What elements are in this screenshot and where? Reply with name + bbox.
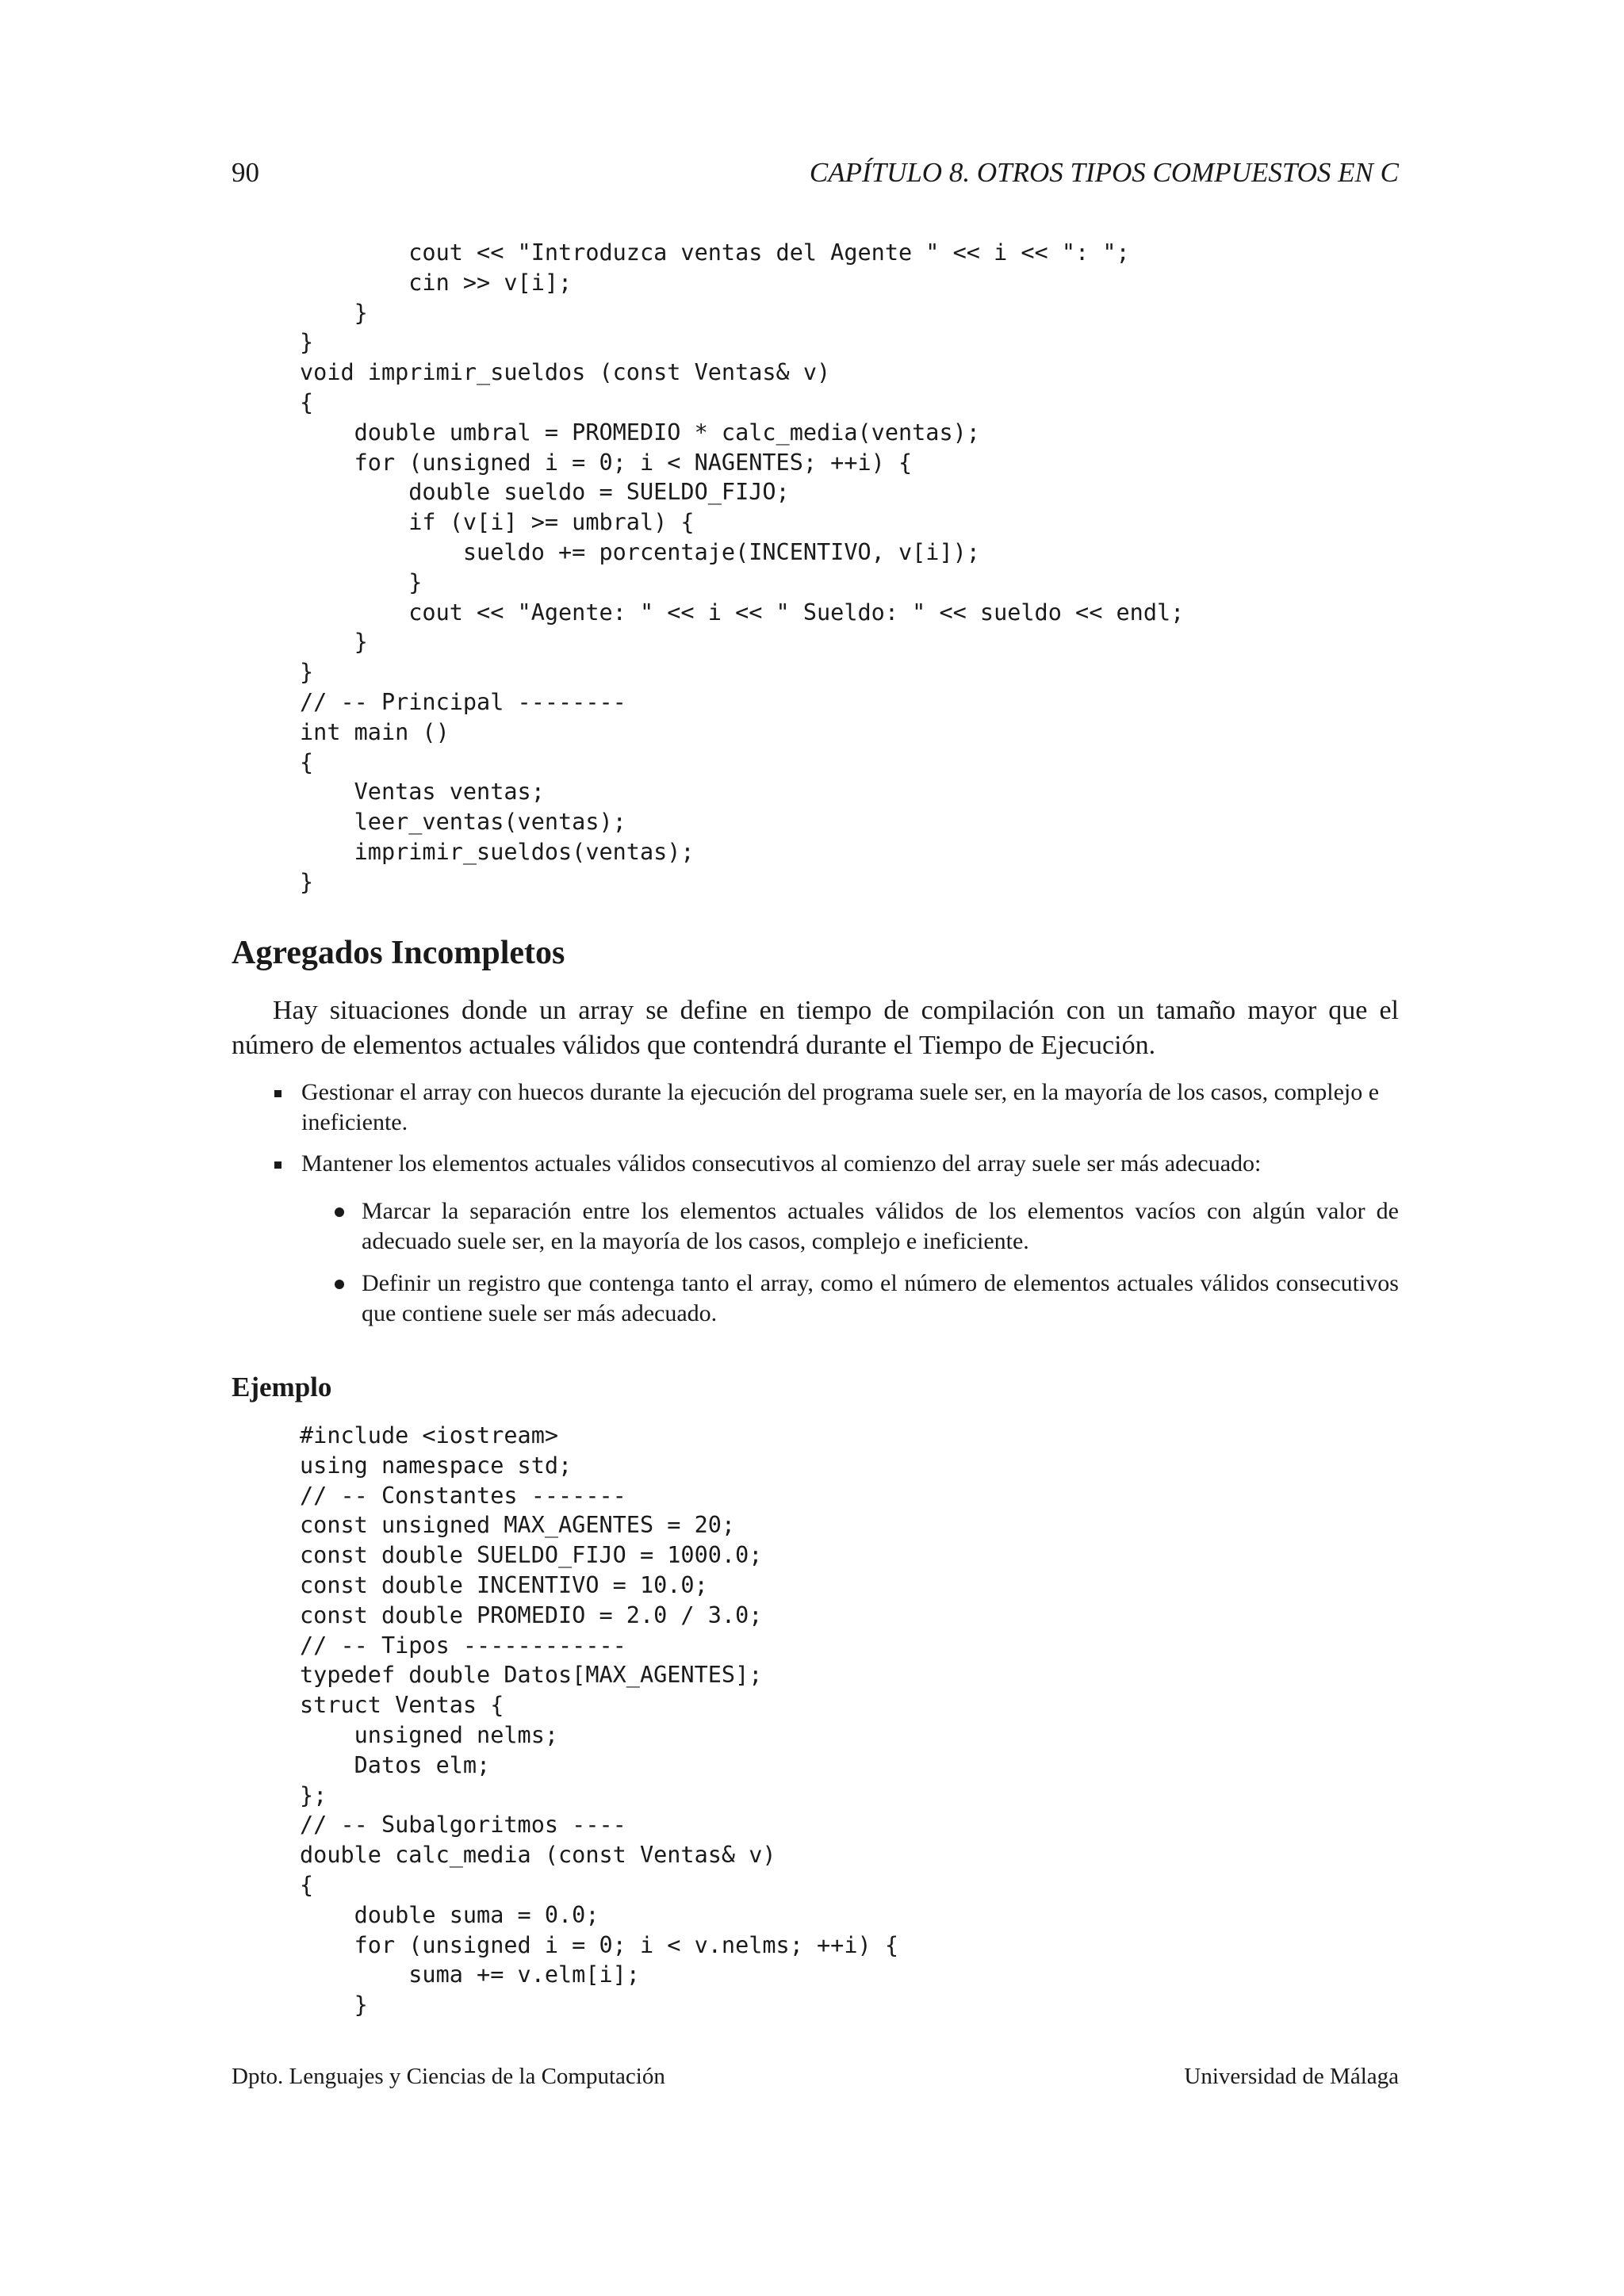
code-line: }	[300, 659, 314, 686]
bullet-list	[232, 1077, 1399, 1138]
code-line: double calc_media (const Ventas& v)	[300, 1842, 776, 1869]
code-line: const double PROMEDIO = 2.0 / 3.0;	[300, 1601, 763, 1628]
running-head: CAPÍTULO 8. OTROS TIPOS COMPUESTOS EN C	[809, 157, 1399, 188]
page-header	[232, 157, 1399, 195]
code-line: {	[300, 388, 314, 415]
footer-department: Dpto. Lenguajes y Ciencias de la Computación	[232, 2064, 665, 2089]
bullet-item	[232, 1077, 1399, 1138]
intro-paragraph: Hay situaciones donde un array se define en tiempo de compilación con un tamaño mayor que el número de elementos actuales válidos que contendrá durante el Tiempo de Ejecución.	[232, 996, 1399, 1060]
sub-bullet-list	[232, 1269, 1399, 1329]
code-line: for (unsigned i = 0; i < NAGENTES; ++i) {	[300, 449, 913, 476]
code-line: // -- Tipos ------------	[300, 1632, 626, 1659]
code-line: }	[300, 568, 423, 595]
code-line: };	[300, 1781, 327, 1808]
sub-bullet-text: Marcar la separación entre los elementos actuales válidos de los elementos vacíos con algún valor de adecuado suele ser, en la mayoría de los casos, complejo e ineficiente.	[362, 1198, 1399, 1254]
code-line: typedef double Datos[MAX_AGENTES];	[300, 1662, 763, 1689]
code-line: suma += v.elm[i];	[300, 1961, 640, 1988]
page-number: 90	[232, 157, 259, 188]
sub-bullet-item	[232, 1196, 1399, 1257]
code-line: if (v[i] >= umbral) {	[300, 509, 695, 536]
code-line: // -- Constantes -------	[300, 1482, 626, 1509]
code-line: // -- Subalgoritmos ----	[300, 1812, 626, 1839]
code-line: {	[300, 1871, 314, 1898]
round-bullet-icon	[335, 1280, 344, 1289]
sub-bullet-text: Definir un registro que contenga tanto el array, como el número de elementos actuales válidos consecutivos que contiene suele ser más adecuado.	[362, 1270, 1399, 1326]
code-line: double suma = 0.0;	[300, 1901, 599, 1928]
square-bullet-icon	[274, 1090, 282, 1097]
sub-bullet-list	[232, 1196, 1399, 1257]
bullet-item	[232, 1149, 1399, 1179]
section-title: Agregados Incompletos	[232, 935, 565, 971]
code-line: double sueldo = SUELDO_FIJO;	[300, 479, 790, 506]
round-bullet-icon	[335, 1207, 344, 1217]
code-line: sueldo += porcentaje(INCENTIVO, v[i]);	[300, 538, 980, 565]
code-line: const unsigned MAX_AGENTES = 20;	[300, 1512, 736, 1539]
bullet-text: Gestionar el array con huecos durante la ejecución del programa suele ser, en la mayoría de los casos, complejo e ineficiente.	[301, 1079, 1380, 1135]
code-line: const double SUELDO_FIJO = 1000.0;	[300, 1542, 763, 1569]
code-line: cout << "Agente: " << i << " Sueldo: " << sueldo << endl;	[300, 599, 1185, 626]
code-line: // -- Principal --------	[300, 688, 626, 715]
code-line: }	[300, 299, 368, 326]
code-line: }	[300, 1992, 368, 2019]
bullet-list	[232, 1149, 1399, 1179]
code-line: }	[300, 629, 368, 656]
code-line: void imprimir_sueldos (const Ventas& v)	[300, 359, 831, 386]
sub-bullet-item	[232, 1269, 1399, 1329]
code-line: imprimir_sueldos(ventas);	[300, 838, 695, 865]
code-line: cin >> v[i];	[300, 269, 573, 296]
page-footer	[232, 2064, 1399, 2095]
code-line: double umbral = PROMEDIO * calc_media(ventas);	[300, 419, 980, 446]
code-line: }	[300, 868, 314, 895]
code-line: cout << "Introduzca ventas del Agente " << i << ": ";	[300, 239, 1130, 266]
code-line: {	[300, 748, 314, 775]
example-heading: Ejemplo	[232, 1372, 332, 1402]
code-line: leer_ventas(ventas);	[300, 809, 626, 836]
code-line: unsigned nelms;	[300, 1721, 559, 1748]
code-line: for (unsigned i = 0; i < v.nelms; ++i) {	[300, 1931, 898, 1958]
code-line: int main ()	[300, 718, 450, 745]
code-line: }	[300, 329, 314, 356]
code-line: Datos elm;	[300, 1751, 491, 1778]
footer-university: Universidad de Málaga	[1184, 2064, 1399, 2089]
code-line: using namespace std;	[300, 1452, 573, 1479]
code-line: struct Ventas {	[300, 1692, 504, 1719]
code-line: const double INCENTIVO = 10.0;	[300, 1571, 708, 1598]
square-bullet-icon	[274, 1161, 282, 1169]
code-line: Ventas ventas;	[300, 779, 545, 806]
code-listing-example	[300, 1421, 898, 2020]
code-listing-continued	[300, 238, 1184, 897]
bullet-text: Mantener los elementos actuales válidos consecutivos al comienzo del array suele ser más adecuado:	[301, 1150, 1262, 1177]
code-line: #include <iostream>	[300, 1422, 559, 1448]
